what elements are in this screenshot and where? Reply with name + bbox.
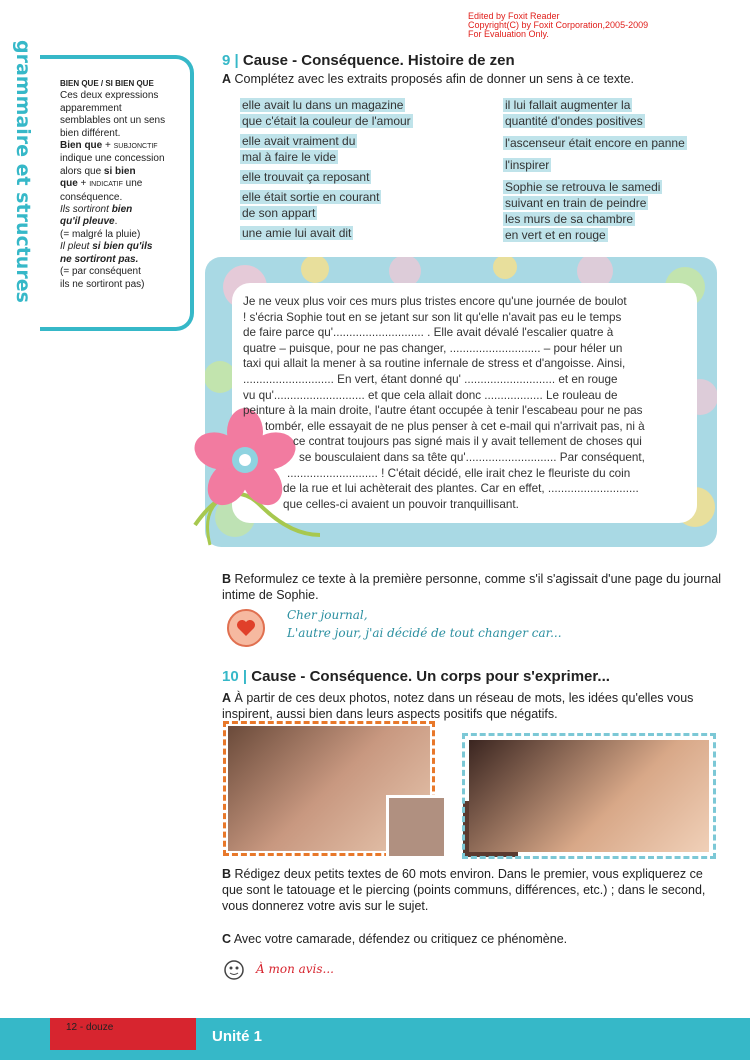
- fragment: elle avait vraiment du mal à faire le vide: [242, 134, 356, 164]
- smiley-heart-icon: [226, 608, 266, 648]
- exercise-9b-instruction: B Reformulez ce texte à la première personne, comme s'il s'agissait d'une page du journal intime de Sophie.: [222, 572, 722, 602]
- handwritten-line: Cher journal,: [287, 608, 368, 622]
- story-line: de faire parce qu'............................ . Elle avait dévalé l'escalier quatre à: [243, 326, 614, 340]
- fragments-right: [503, 97, 713, 243]
- story-line: de la rue et lui achèterait des plantes. Car en effet, ............................: [283, 482, 639, 496]
- exercise-10a-instruction: A À partir de ces deux photos, notez dans un réseau de mots, les idées qu'elles vous inspirent, aussi bien dans leurs aspects positifs que négatifs.: [222, 691, 694, 721]
- grammar-line: alors que si bien: [60, 165, 136, 177]
- fragment: il lui fallait augmenter la quantité d'ondes positives: [505, 98, 643, 128]
- grammar-line: indique une concession: [60, 153, 165, 165]
- exercise-9-instruction: A Complétez avec les extraits proposés afin de donner un sens à ce texte.: [222, 72, 635, 86]
- grammar-line: Ils sortiront bien: [60, 204, 133, 216]
- exercise-10c-instruction: C Avec votre camarade, défendez ou critiquez ce phénomène.: [222, 932, 568, 946]
- grammar-heading: BIEN QUE / SI BIEN QUE: [60, 79, 154, 88]
- grammar-line: qu'il pleuve.: [60, 216, 118, 228]
- handwritten-note: [287, 608, 562, 640]
- handwritten-line: L'autre jour, j'ai décidé de tout changer car...: [287, 626, 562, 640]
- story-line: taxi qui allait la mener à sa routine infernale de stress et d'angoisse. Ainsi,: [243, 357, 626, 371]
- fragment: elle trouvait ça reposant: [242, 170, 370, 184]
- fragment: l'inspirer: [505, 158, 550, 172]
- watermark-line: For Evaluation Only.: [468, 29, 549, 39]
- grammar-line: (= malgré la pluie): [60, 228, 141, 240]
- doodle-face-icon: [222, 958, 254, 982]
- story-line: quatre – puisque, pour ne pas changer, ............................ – pour héler un: [243, 341, 623, 355]
- vertical-title-text: grammaire et structures: [12, 40, 34, 303]
- story-line: ce contrat toujours pas signé mais il y avait tellement de choses qui: [293, 435, 642, 449]
- page-number: 12 - douze: [66, 1022, 114, 1033]
- story-line: ............................ ! C'était décidé, elle irait chez le fleuriste du coin: [287, 466, 631, 480]
- exercise-10-title: 10 | Cause - Conséquence. Un corps pour s'exprimer...: [222, 668, 610, 685]
- grammar-box: [60, 78, 185, 291]
- grammar-line: ne sortiront pas.: [60, 253, 139, 265]
- grammar-line: Bien que + SUBJONCTIF: [60, 140, 158, 152]
- story-line: vu qu'............................ et que cela allait donc .................. Le rouleau de: [243, 388, 618, 402]
- foxit-watermark: [468, 12, 648, 39]
- sidebar-vertical-title: [8, 40, 38, 303]
- grammar-line: conséquence.: [60, 191, 123, 203]
- grammar-line: que + INDICATIF une: [60, 178, 143, 190]
- grammar-line: apparemment: [60, 102, 122, 114]
- tattoo-thumbnail-photo: [386, 795, 447, 859]
- fragment: elle avait lu dans un magazine que c'était la couleur de l'amour: [242, 98, 411, 128]
- watermark-line: Edited by Foxit Reader: [468, 11, 560, 21]
- story-line: peinture à la main droite, l'autre étant occupée à tenir l'escabeau pour ne pas: [243, 404, 643, 418]
- watermark-line: Copyright(C) by Foxit Corporation,2005-2009: [468, 20, 649, 30]
- story-line: Je ne veux plus voir ces murs plus tristes encore qu'une journée de boulot: [243, 295, 627, 308]
- fragment: l'ascenseur était encore en panne: [505, 136, 685, 150]
- unit-label: Unité 1: [212, 1028, 263, 1045]
- grammar-line: Ces deux expressions: [60, 90, 159, 102]
- story-line: se bousculaient dans sa tête qu'............................ Par conséquent,: [299, 450, 645, 464]
- grammar-line: bien différent.: [60, 127, 121, 139]
- zen-story-text: [243, 294, 680, 512]
- fragments-left: [240, 97, 470, 241]
- fragment: une amie lui avait dit: [242, 226, 352, 240]
- grammar-line: semblables ont un sens: [60, 115, 166, 127]
- exercise-9-title: 9 | Cause - Conséquence. Histoire de zen: [222, 52, 515, 69]
- story-line: tombér, elle essayait de ne plus penser à cet e-mail qui n'arrivait pas, ni à: [265, 419, 645, 433]
- story-line: ............................ En vert, étant donné qu' ............................ et en rouge: [243, 372, 618, 386]
- exercise-10b-instruction: B Rédigez deux petits textes de 60 mots environ. Dans le premier, vous expliquerez ce que sont le tatouage et le piercing (points communs, différences, etc.) ; dans le second, vous donnerez votre avis sur le sujet.: [222, 867, 706, 913]
- shoulder-tattoo-photo: [469, 740, 709, 852]
- grammar-line: ils ne sortiront pas): [60, 278, 145, 290]
- story-line: ! s'écria Sophie tout en se jetant sur son lit qu'elle n'avait pas eu le temps: [243, 310, 622, 324]
- fragment: elle était sortie en courant de son appart: [242, 190, 380, 220]
- grammar-line: (= par conséquent: [60, 266, 141, 278]
- handwritten-opinion: À mon avis...: [256, 962, 334, 976]
- grammar-line: Il pleut si bien qu'ils: [60, 241, 153, 253]
- fragment: Sophie se retrouva le samedi suivant en train de peindre les murs de sa chambre en vert et en rouge: [505, 180, 661, 242]
- story-line: que celles-ci avaient un pouvoir tranquillisant.: [283, 497, 519, 511]
